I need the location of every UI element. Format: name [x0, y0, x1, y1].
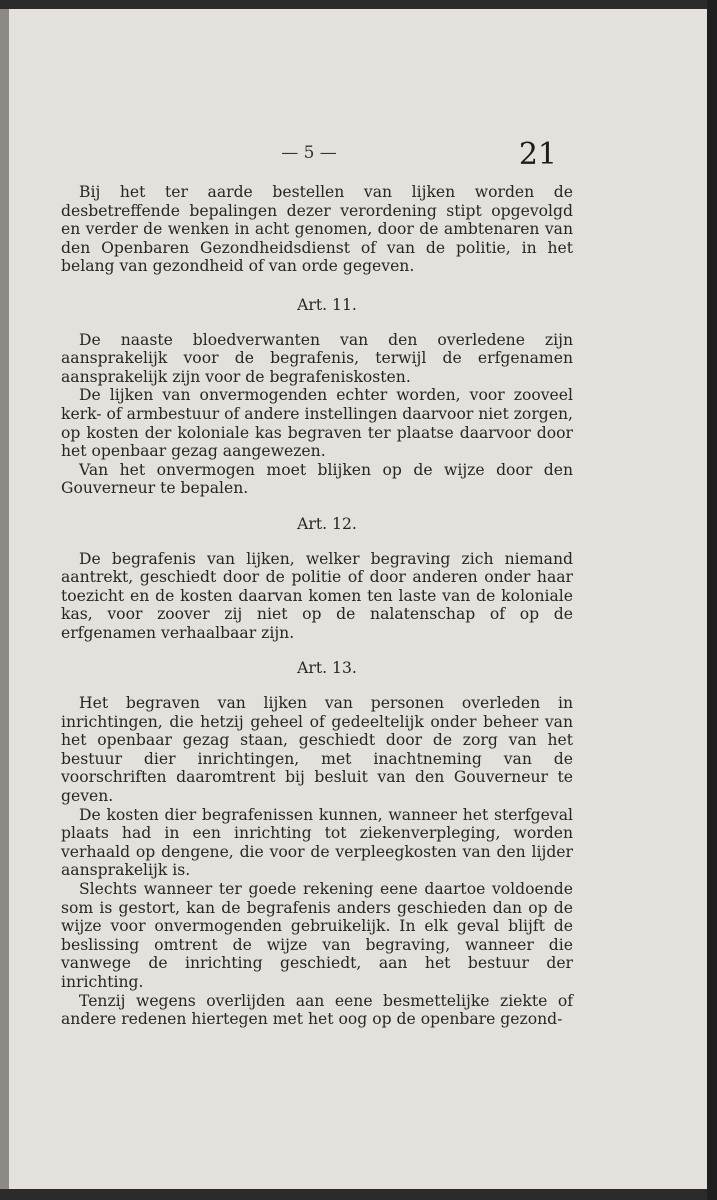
page-number: 21 [518, 137, 557, 172]
article-13-paragraph: Tenzij wegens overlijden aan eene besmettelijke ziekte of andere redenen hiertegen met het oog op de openbare gezond- [61, 991, 573, 1029]
page-header [9, 137, 707, 181]
article-13-paragraph: Slechts wanneer ter goede rekening eene daartoe voldoende som is gestort, kan de begrafenis anders geschieden dan op de wijze voor onvermogenden gebruikelijk. In elk geval blijft de beslissing omtrent de wijze van begraving, wanneer die vanwege de inrichting geschiedt, aan het bestuur der inrichting. [61, 880, 573, 991]
document-page [9, 9, 707, 1189]
article-12-heading: Art. 12. [297, 514, 357, 533]
article-13-paragraph: Het begraven van lijken van personen overleden in inrichtingen, die hetzij geheel of gedeeltelijk onder beheer van het openbaar gezag staan, geschiedt door de zorg van het bestuur dier inrichtingen, met inachtneming van de voorschriften daaromtrent bij besluit van den Gouverneur te geven. [61, 694, 573, 806]
article-13-paragraph: De kosten dier begrafenissen kunnen, wanneer het sterfgeval plaats had in een inrichting tot ziekenverpleging, worden verhaald op dengene, die voor de verpleegkosten van den lijder aansprakelijk is. [61, 805, 573, 880]
page-body [61, 183, 573, 1029]
article-13-heading: Art. 13. [297, 659, 357, 678]
article-11-paragraph: De lijken van onvermogenden echter worden, voor zooveel kerk- of armbestuur of andere instellingen daarvoor niet zorgen, op kosten der koloniale kas begraven ter plaatse daarvoor door het openbaar gezag aangewezen. [61, 386, 573, 461]
page-marker: — 5 — [281, 143, 337, 163]
intro-paragraph: Bij het ter aarde bestellen van lijken worden de desbetreffende bepalingen dezer verordening stipt opgevolgd en verder de wenken in acht genomen, door de ambtenaren van den Openbaren Gezondheidsdienst of van de politie, in het belang van gezondheid of van orde gegeven. [61, 183, 573, 276]
page-left-edge [0, 9, 9, 1189]
page-right-edge [707, 0, 717, 1200]
article-11-heading: Art. 11. [297, 295, 357, 314]
article-11-paragraph: De naaste bloedverwanten van den overledene zijn aansprakelijk voor de begrafenis, terwijl de erfgenamen aansprakelijk zijn voor de begrafeniskosten. [61, 330, 573, 386]
article-11-paragraph: Van het onvermogen moet blijken op de wijze door den Gouverneur te bepalen. [61, 460, 573, 498]
article-12-paragraph: De begrafenis van lijken, welker begraving zich niemand aantrekt, geschiedt door de politie of door anderen onder haar toezicht en de kosten daarvan komen ten laste van de koloniale kas, voor zoover zij niet op de nalatenschap of op de erfgenamen verhaalbaar zijn. [61, 549, 573, 642]
